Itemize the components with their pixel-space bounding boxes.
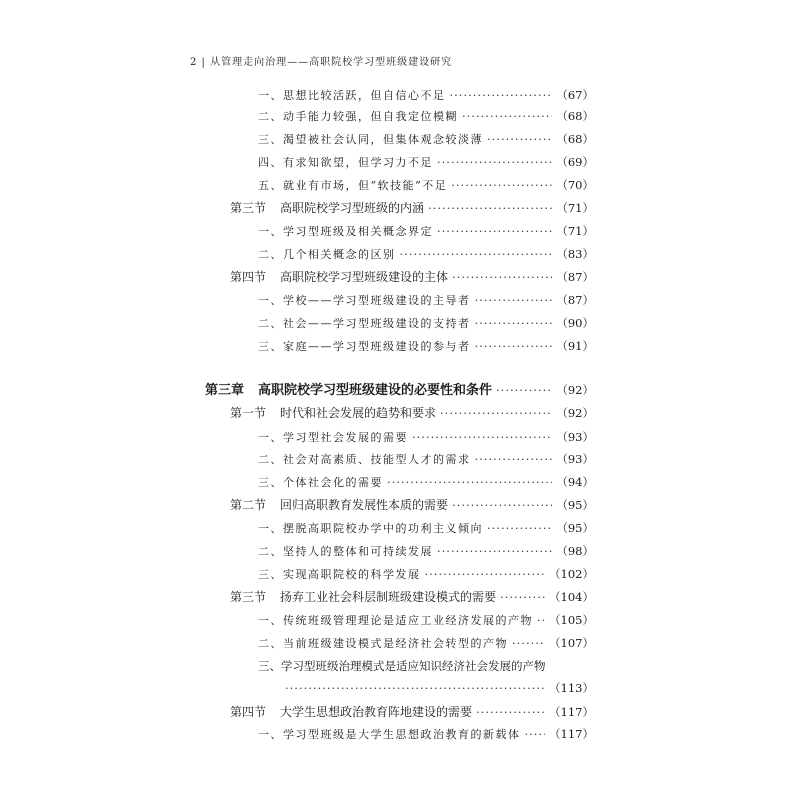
- toc-page-number: （107）: [549, 636, 594, 650]
- leader-dots: [412, 430, 552, 444]
- leader-dots: [537, 613, 545, 627]
- toc-entry-title: [258, 545, 433, 559]
- toc-entry-text: 回归高职教育发展性本质的需要: [280, 498, 449, 512]
- toc-entry-text: 二、动手能力较强，但自我定位模糊: [258, 110, 458, 123]
- toc-entry-title: [258, 728, 521, 742]
- toc-entry-title: [258, 179, 447, 193]
- toc-entry-text: 高职院校学习型班级的内涵: [280, 201, 425, 215]
- toc-entry-title: [258, 659, 546, 673]
- leader-dots: [452, 498, 552, 512]
- toc-entry-text: 一、摆脱高职院校办学中的功利主义倾向: [258, 522, 483, 535]
- toc-page-number: （117）: [549, 727, 594, 741]
- toc-page-number: （95）: [556, 521, 594, 535]
- toc-entry-text: 三、实现高职院校的科学发展: [258, 568, 421, 581]
- toc-entry: [258, 452, 594, 467]
- toc-entry-text: 一、学习型班级是大学生思想政治教育的新载体: [258, 728, 521, 741]
- toc-entry-text: 二、当前班级建设模式是经济社会转型的产物: [258, 637, 508, 650]
- leader-dots: [525, 727, 546, 741]
- toc-entry-text: 一、学习型社会发展的需要: [258, 431, 408, 444]
- toc-entry: [258, 88, 594, 103]
- toc-entry-number: 第四节: [230, 270, 267, 284]
- toc-page-number: （87）: [556, 270, 594, 284]
- toc-page-number: （93）: [556, 452, 594, 466]
- toc-entry-title: [230, 406, 436, 420]
- toc-page-number: （92）: [556, 383, 594, 397]
- toc-page-number: （68）: [556, 109, 594, 123]
- toc-entry-text: 二、社会——学习型班级建设的支持者: [258, 317, 471, 330]
- toc-entry-title: [258, 614, 533, 628]
- toc-entry: [258, 178, 594, 193]
- leader-dots: [437, 155, 552, 169]
- toc-entry-number: 第三章: [205, 383, 245, 398]
- toc-page-number: （69）: [556, 155, 594, 169]
- toc-entry: [258, 247, 594, 262]
- toc-entry-title: [258, 225, 433, 239]
- toc-entry-title: [258, 294, 471, 308]
- toc-entry-title: [258, 476, 383, 490]
- toc-entry-text: 三、学习型班级治理模式是适应知识经济社会发展的产物: [258, 659, 546, 673]
- toc-page-number: （90）: [556, 316, 594, 330]
- toc-entry-title: [258, 431, 408, 445]
- toc-entry: [258, 132, 594, 147]
- leader-dots: [487, 132, 552, 146]
- toc-entry: [258, 636, 594, 651]
- toc-page-number: （70）: [556, 178, 594, 192]
- toc-entry-text: 时代和社会发展的趋势和要求: [280, 406, 437, 420]
- toc-entry: [258, 544, 594, 559]
- leader-dots: [475, 339, 553, 353]
- leader-dots: [387, 475, 552, 489]
- toc-entry-text: 三、个体社会化的需要: [258, 476, 383, 489]
- toc-entry-title: [258, 453, 471, 467]
- toc-page-number: （105）: [549, 613, 594, 627]
- toc-entry-title: [258, 89, 446, 103]
- leader-dots: [285, 681, 545, 695]
- toc-entry: [258, 727, 594, 742]
- leader-dots: [452, 270, 552, 284]
- toc-entry-text: 一、传统班级管理理论是适应工业经济发展的产物: [258, 614, 533, 627]
- toc-page-number: （92）: [556, 406, 594, 420]
- leader-dots: [487, 521, 552, 535]
- leader-dots: [450, 88, 553, 102]
- leader-dots: [475, 316, 553, 330]
- leader-dots: [475, 452, 553, 466]
- toc-page-number: （94）: [556, 475, 594, 489]
- toc-chapter: [205, 383, 594, 398]
- toc-entry: [258, 339, 594, 354]
- toc-entry: [258, 521, 594, 536]
- toc-entry-text: 扬弃工业社会科层制班级建设模式的需要: [280, 590, 497, 604]
- toc-entry-text: 一、学校——学习型班级建设的主导者: [258, 294, 471, 307]
- toc-entry-number: 第一节: [230, 406, 267, 420]
- toc-section: [230, 406, 594, 420]
- toc-entry: [258, 155, 594, 170]
- toc-entry-number: 第二节: [230, 498, 267, 512]
- toc-page-number: （68）: [556, 132, 594, 146]
- toc-entry-number: 第三节: [230, 201, 267, 215]
- toc-section: [230, 201, 594, 215]
- toc-section: [230, 270, 594, 284]
- toc-page-number: （102）: [549, 567, 594, 581]
- leader-dots: [428, 201, 552, 215]
- toc-page-number: （117）: [549, 705, 594, 719]
- toc-entry-text: 四、有求知欲望，但学习力不足: [258, 156, 433, 169]
- toc-entry-number: 第三节: [230, 590, 267, 604]
- toc-section: [230, 590, 594, 604]
- leader-dots: [440, 406, 552, 420]
- toc-entry-title: [230, 201, 424, 215]
- toc-entry-title: [258, 568, 421, 582]
- toc-entry-title: [258, 522, 483, 536]
- toc-entry-text: 一、思想比较活跃，但自信心不足: [258, 89, 446, 102]
- toc-entry-text: 一、学习型班级及相关概念界定: [258, 225, 433, 238]
- toc-page-number: （113）: [549, 681, 594, 695]
- toc-page-number: （71）: [556, 201, 594, 215]
- toc-entry-number: 第四节: [230, 705, 267, 719]
- leader-dots: [512, 636, 545, 650]
- toc-entry-title: [258, 340, 471, 354]
- toc-page-number: （83）: [556, 247, 594, 261]
- toc-entry: [258, 316, 594, 331]
- toc-page-number: （98）: [556, 544, 594, 558]
- leader-dots: [400, 247, 553, 261]
- toc-entry: [258, 109, 594, 124]
- leader-dots: [496, 383, 552, 397]
- toc-entry-title: [258, 156, 433, 170]
- toc-page-number: （104）: [549, 590, 594, 604]
- toc-entry-title: [258, 133, 483, 147]
- toc-section: [230, 498, 594, 512]
- toc-entry: [258, 293, 594, 308]
- toc-entry-title: [258, 637, 508, 651]
- toc-page-number: （71）: [556, 224, 594, 238]
- toc-entry: [258, 567, 594, 582]
- toc-entry-title: [205, 384, 492, 398]
- running-header: 2 | 从管理走向治理——高职院校学习型班级建设研究: [190, 57, 453, 68]
- leader-dots: [437, 544, 552, 558]
- toc-page-number: （93）: [556, 430, 594, 444]
- toc-entry-title: [230, 498, 448, 512]
- toc-section: [230, 705, 594, 719]
- toc-entry-title: [230, 270, 448, 284]
- leader-dots: [462, 109, 552, 123]
- toc-entry: [258, 475, 594, 490]
- leader-dots: [451, 178, 552, 192]
- toc-page-number: （67）: [556, 88, 594, 102]
- toc-entry-text: 高职院校学习型班级建设的必要性和条件: [258, 383, 493, 398]
- toc-page-number: （95）: [556, 498, 594, 512]
- toc-entry-title: [230, 705, 472, 719]
- toc-page-number: （91）: [556, 339, 594, 353]
- toc-entry-text: 二、社会对高素质、技能型人才的需求: [258, 453, 471, 466]
- toc-entry-text: 五、就业有市场，但“软技能”不足: [258, 179, 448, 192]
- toc-entry-title: [258, 248, 396, 262]
- leader-dots: [475, 293, 553, 307]
- leader-dots: [437, 224, 552, 238]
- leader-dots: [425, 567, 546, 581]
- leader-dots: [500, 590, 545, 604]
- toc-entry-title: [258, 110, 458, 124]
- toc-entry: [258, 613, 594, 628]
- leader-dots: [476, 705, 545, 719]
- toc-entry-text: 大学生思想政治教育阵地建设的需要: [280, 705, 473, 719]
- toc-entry-title: [258, 317, 471, 331]
- toc-entry-text: 二、几个相关概念的区别: [258, 248, 396, 261]
- toc-entry-text: 三、家庭——学习型班级建设的参与者: [258, 340, 471, 353]
- toc-entry-text: 高职院校学习型班级建设的主体: [280, 270, 449, 284]
- toc-entry-title: [230, 590, 496, 604]
- toc-entry-text: 二、坚持人的整体和可持续发展: [258, 545, 433, 558]
- toc-entry: [258, 224, 594, 239]
- toc-entry-text: 三、渴望被社会认同，但集体观念较淡薄: [258, 133, 483, 146]
- toc-entry: [258, 430, 594, 445]
- toc-page-number: （87）: [556, 293, 594, 307]
- toc-entry: [285, 681, 594, 695]
- toc-entry: [258, 659, 594, 673]
